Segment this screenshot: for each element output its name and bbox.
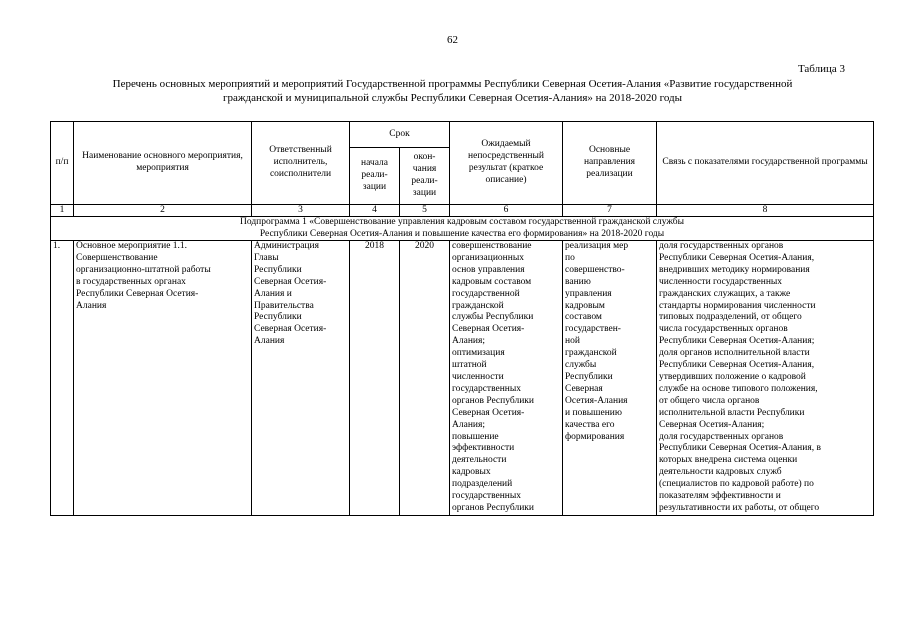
column-number: 6	[450, 205, 563, 217]
header-result: Ожидаемый непосредственный результат (краткое описание)	[450, 122, 563, 205]
header-term: Срок	[350, 122, 450, 148]
column-number: 3	[252, 205, 350, 217]
measures-table	[50, 121, 874, 516]
header-start: начала реали- зации	[350, 148, 400, 205]
column-number: 1	[51, 205, 74, 217]
header-link: Связь с показателями государственной программы	[657, 122, 874, 205]
header-end: окон- чания реали- зации	[400, 148, 450, 205]
column-number: 5	[400, 205, 450, 217]
column-number: 2	[74, 205, 252, 217]
header-directions: Основные направления реализации	[563, 122, 657, 205]
column-number: 4	[350, 205, 400, 217]
header-responsible: Ответственный исполнитель, соисполнители	[252, 122, 350, 205]
row-end: 2020	[400, 241, 450, 516]
row-result: совершенствование организационных основ управления кадровым составом государственной гражданской службы Республики Северная Осетия- Алания; оптимизация штатной численности государственных органов Республики Северная Осетия- Алания; повышение эффективности деятельности кадровых подразделений государственных органов Республики	[450, 241, 563, 516]
row-num: 1.	[51, 241, 74, 516]
table-label: Таблица 3	[797, 63, 845, 75]
subprogram-heading: Подпрограмма 1 «Совершенствование управления кадровым составом государственной гражданской службы Республики Северная Осетия-Алания и повышение качества его формирования» на 2018-2020 годы	[51, 217, 874, 241]
row-responsible: Администрация Главы Республики Северная Осетия- Алания и Правительства Республики Северная Осетия- Алания	[252, 241, 350, 516]
table-row	[51, 241, 874, 516]
document-title: Перечень основных мероприятий и мероприятий Государственной программы Республики Северная Осетия-Алания «Развитие государственной гражданской и муниципальной службы Республики Северная Осетия-Алания» на 2018-2020 годы	[112, 78, 793, 104]
header-name: Наименование основного мероприятия, мероприятия	[74, 122, 252, 205]
page-number: 62	[447, 34, 458, 46]
row-link: доля государственных органов Республики Северная Осетия-Алания, внедривших методику нормирования численности государственных гражданских служащих, а также стандарты нормирования численности типовых подразделений, от общего числа государственных органов Республики Северная Осетия-Алания; доля органов исполнительной власти Республики Северная Осетия-Алания, утвердивших положение о кадровой службе на основе типового положения, от общего числа органов исполнительной власти Республики Северная Осетия-Алания; доля государственных органов Республики Северная Осетия-Алания, в которых внедрена система оценки деятельности кадровых служб (специалистов по кадровой работе) по показателям эффективности и результативности их работы, от общего	[657, 241, 874, 516]
header-num: п/п	[51, 122, 74, 205]
column-number: 8	[657, 205, 874, 217]
row-directions: реализация мер по совершенство- ванию управления кадровым составом государствен- ной гражданской службы Республики Северная Осетия-Алания и повышению качества его формирования	[563, 241, 657, 516]
row-name: Основное мероприятие 1.1. Совершенствование организационно-штатной работы в государственных органах Республики Северная Осетия- Алания	[74, 241, 252, 516]
row-start: 2018	[350, 241, 400, 516]
column-number: 7	[563, 205, 657, 217]
